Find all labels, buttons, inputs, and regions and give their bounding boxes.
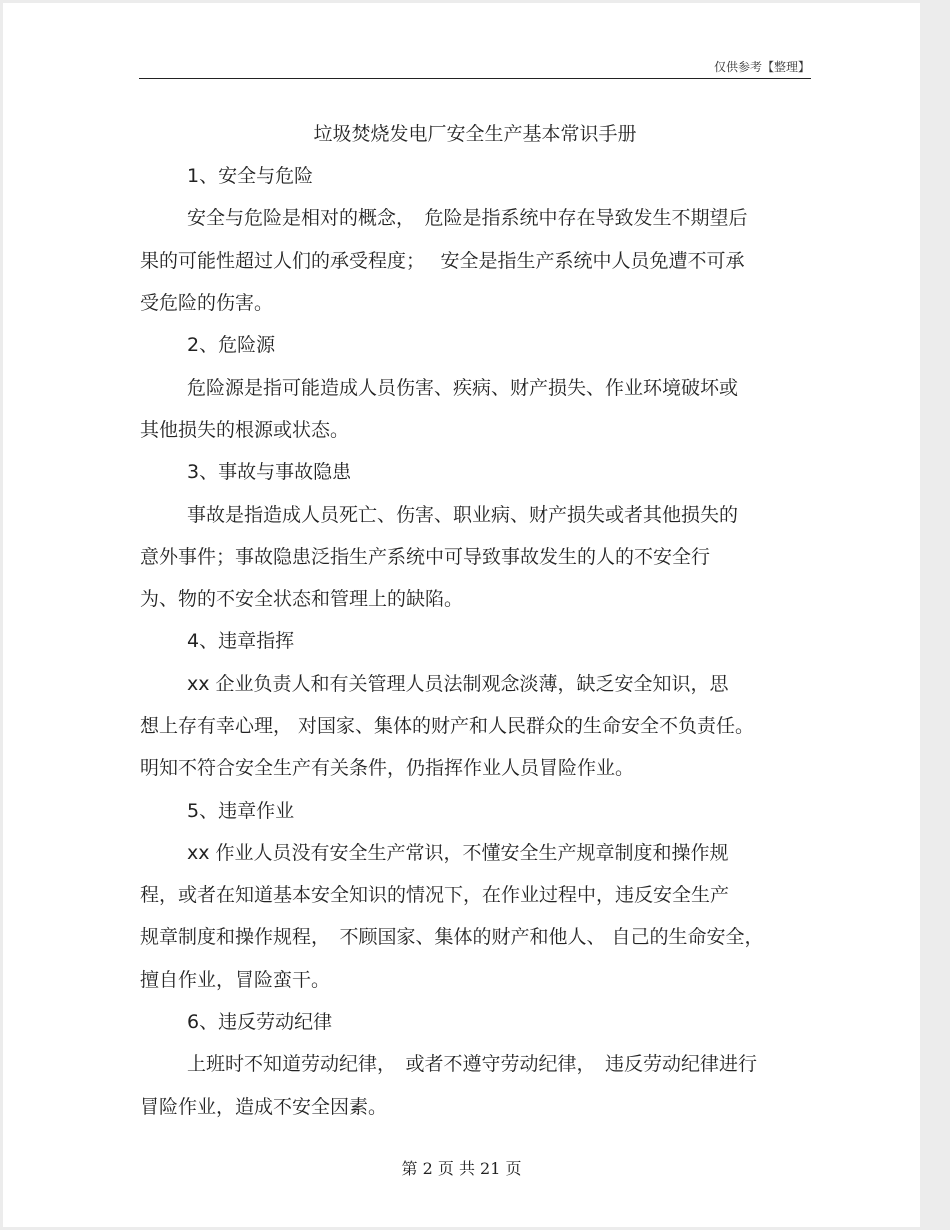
paragraph-line: 意外事件；事故隐患泛指生产系统中可导致事故发生的人的不安全行: [140, 546, 711, 568]
paragraph-line: 危险源是指可能造成人员伤害、疾病、财产损失、作业环境破坏或: [187, 377, 739, 399]
document-page: [3, 3, 920, 1227]
paragraph-line: 想上存有幸心理， 对国家、集体的财产和人民群众的生命安全不负责任。: [140, 715, 755, 737]
paragraph-line: 事故是指造成人员死亡、伤害、职业病、财产损失或者其他损失的: [187, 504, 739, 526]
header-note: 仅供参考【整理】: [713, 60, 810, 74]
paragraph-line: xx 企业负责人和有关管理人员法制观念淡薄，缺乏安全知识，思: [187, 673, 729, 695]
paragraph-line: 上班时不知道劳动纪律， 或者不遵守劳动纪律， 违反劳动纪律进行: [187, 1053, 758, 1075]
paragraph-line: 其他损失的根源或状态。: [140, 419, 350, 441]
header-rule: [139, 78, 811, 79]
paragraph-line: 果的可能性超过人们的承受程度； 安全是指生产系统中人员免遭不可承: [140, 250, 745, 272]
section-heading-2: 2、危险源: [187, 334, 276, 356]
paragraph-line: xx 作业人员没有安全生产常识，不懂安全生产规章制度和操作规: [187, 842, 729, 864]
document-title: 垃圾焚烧发电厂安全生产基本常识手册: [313, 123, 637, 145]
paragraph-line: 规章制度和操作规程， 不顾国家、集体的财产和他人、 自己的生命安全，: [140, 926, 764, 948]
section-heading-5: 5、违章作业: [187, 800, 295, 822]
paragraph-line: 程，或者在知道基本安全知识的情况下，在作业过程中，违反安全生产: [140, 884, 730, 906]
page-footer: 第 2 页 共 21 页: [401, 1159, 522, 1178]
section-heading-6: 6、违反劳动纪律: [187, 1011, 333, 1033]
paragraph-line: 为、物的不安全状态和管理上的缺陷。: [140, 588, 464, 610]
section-heading-3: 3、事故与事故隐患: [187, 461, 352, 483]
section-heading-1: 1、安全与危险: [187, 165, 314, 187]
paragraph-line: 安全与危险是相对的概念， 危险是指系统中存在导致发生不期望后: [187, 207, 748, 229]
paragraph-line: 冒险作业，造成不安全因素。: [140, 1096, 388, 1118]
paragraph-line: 明知不符合安全生产有关条件，仍指挥作业人员冒险作业。: [140, 757, 635, 779]
section-heading-4: 4、违章指挥: [187, 630, 295, 652]
paragraph-line: 受危险的伤害。: [140, 292, 274, 314]
paragraph-line: 擅自作业，冒险蛮干。: [140, 969, 331, 991]
